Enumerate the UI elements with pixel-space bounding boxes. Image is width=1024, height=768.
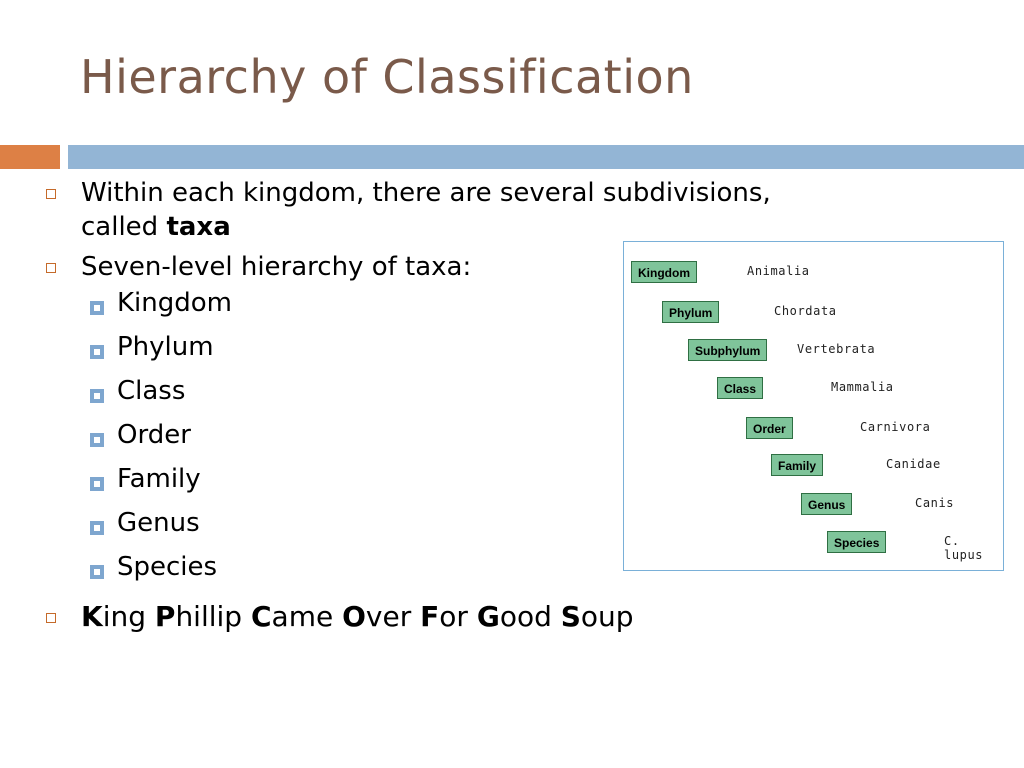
taxon-label-genus: Canis: [915, 496, 955, 510]
taxon-label-family: Canidae: [886, 457, 941, 471]
mnemonic-rest: ood: [499, 600, 561, 633]
taxon-label-order: Carnivora: [860, 420, 931, 434]
mnemonic-initial: C: [250, 600, 272, 633]
taxon-label-species: C. lupus: [944, 534, 984, 562]
rank-box-genus: Genus: [801, 493, 852, 515]
bullet-taxa: [44, 176, 904, 244]
sub-bullet-square-icon: [90, 565, 104, 579]
mnemonic-initial: S: [560, 600, 581, 633]
sub-bullet-text: Species: [117, 552, 218, 582]
taxon-label-phylum: Chordata: [774, 304, 837, 318]
sub-bullet-text: Order: [117, 420, 191, 450]
mnemonic-rest: ing: [102, 600, 155, 633]
bullet-bold-taxa: taxa: [166, 212, 231, 242]
rank-box-order: Order: [746, 417, 793, 439]
bullet-mnemonic: [44, 600, 904, 634]
rank-box-phylum: Phylum: [662, 301, 719, 323]
rank-box-kingdom: Kingdom: [631, 261, 697, 283]
mnemonic-rest: oup: [580, 600, 634, 633]
sub-bullet-square-icon: [90, 345, 104, 359]
slide-title: Hierarchy of Classification: [80, 50, 694, 104]
rank-box-class: Class: [717, 377, 763, 399]
sub-bullet-text: Family: [117, 464, 201, 494]
sub-bullet-square-icon: [90, 477, 104, 491]
mnemonic-rest: ame: [271, 600, 343, 633]
sub-bullet-square-icon: [90, 301, 104, 315]
sub-bullet-square-icon: [90, 389, 104, 403]
mnemonic-initial: F: [420, 600, 440, 633]
mnemonic-initial: P: [154, 600, 176, 633]
classification-diagram: [623, 241, 1004, 571]
bullet-square-icon: [46, 189, 56, 199]
sub-bullet-square-icon: [90, 433, 104, 447]
bullet-square-icon: [46, 613, 56, 623]
accent-band-blue: [68, 145, 1024, 169]
mnemonic-initial: K: [81, 600, 103, 633]
taxon-label-class: Mammalia: [831, 380, 894, 394]
bullet-text: Seven-level hierarchy of taxa:: [81, 252, 472, 282]
accent-band-orange: [0, 145, 60, 169]
sub-bullet-text: Phylum: [117, 332, 214, 362]
bullet-square-icon: [46, 263, 56, 273]
rank-box-subphylum: Subphylum: [688, 339, 767, 361]
bullet-text-line2: called: [81, 212, 167, 242]
sub-bullet-square-icon: [90, 521, 104, 535]
bullet-text-line1: Within each kingdom, there are several subdivisions,: [81, 178, 771, 208]
sub-bullet-text: Kingdom: [117, 288, 232, 318]
sub-bullet-text: Genus: [117, 508, 200, 538]
mnemonic-rest: or: [439, 600, 477, 633]
mnemonic-initial: O: [342, 600, 366, 633]
rank-box-family: Family: [771, 454, 823, 476]
taxon-label-kingdom: Animalia: [747, 264, 810, 278]
mnemonic-rest: ver: [365, 600, 421, 633]
mnemonic-rest: hillip: [175, 600, 251, 633]
mnemonic-initial: G: [476, 600, 500, 633]
sub-bullet-text: Class: [117, 376, 186, 406]
rank-box-species: Species: [827, 531, 886, 553]
taxon-label-subphylum: Vertebrata: [797, 342, 876, 356]
